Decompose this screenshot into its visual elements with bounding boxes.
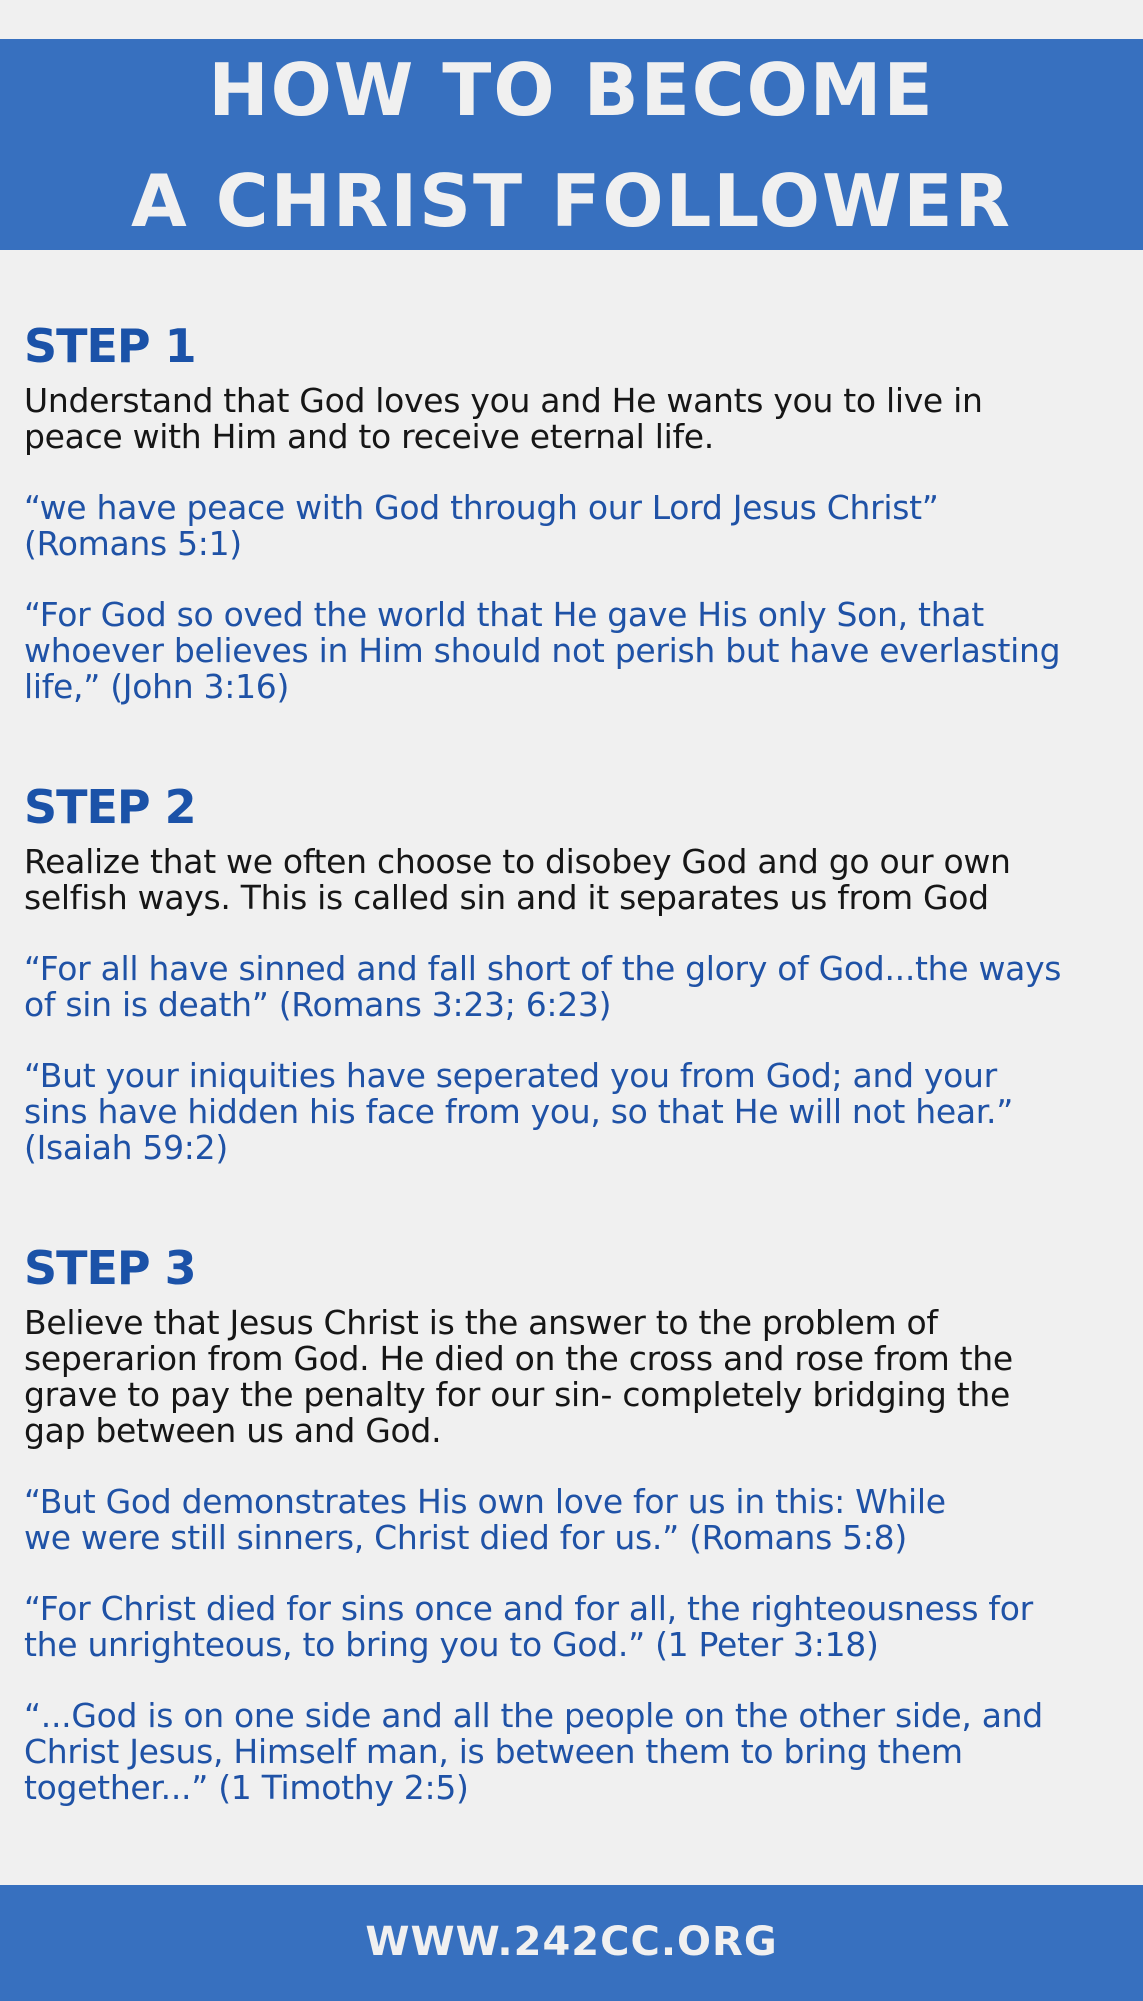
step-3-title: STEP 3 [24,1241,196,1295]
step-2-verse-1: “For all have sinned and fall short of the glory of God...the ways of sin is death” (Romans 3:23; 6:23) [24,949,1062,1024]
step-2-body: Realize that we often choose to disobey God and go our own selfish ways. This is called sin and it separates us from God [24,842,1011,917]
step-2-section [24,780,1124,1166]
step-3-verse-1: “But God demonstrates His own love for us in this: While we were still sinners, Christ died for us.” (Romans 5:8) [24,1482,946,1557]
step-3-section [24,1241,1124,1806]
step-2-title: STEP 2 [24,780,196,834]
step-2-verse-2: “But your iniquities have seperated you from God; and your sins have hidden his face from you, so that He will not hear.” (Isaiah 59:2) [24,1056,1014,1167]
step-1-verse-2: “For God so oved the world that He gave His only Son, that whoever believes in Him should not perish but have everlasting life,” (John 3:16) [24,595,1061,706]
footer-banner [0,1885,1143,2001]
step-1-body: Understand that God loves you and He wants you to live in peace with Him and to receive eternal life. [24,381,983,456]
step-1-section [24,319,1124,705]
step-3-verse-3: “...God is on one side and all the people on the other side, and Christ Jesus, Himself man, is between them to bring them together...” (1 Timothy 2:5) [24,1696,1043,1807]
page-title-line-2: A CHRIST FOLLOWER [131,159,1012,243]
header-banner [0,39,1143,250]
step-1-verse-1: “we have peace with God through our Lord Jesus Christ” (Romans 5:1) [24,488,939,563]
step-3-body: Believe that Jesus Christ is the answer to the problem of seperarion from God. He died on the cross and rose from the grave to pay the penalty for our sin- completely bridging the gap between us and God. [24,1303,1013,1450]
step-1-title: STEP 1 [24,319,196,373]
website-link[interactable]: WWW.242CC.ORG [365,1919,778,1965]
step-3-verse-2: “For Christ died for sins once and for all, the righteousness for the unrighteous, to bring you to God.” (1 Peter 3:18) [24,1589,1033,1664]
page-title-line-1: HOW TO BECOME [208,48,935,132]
